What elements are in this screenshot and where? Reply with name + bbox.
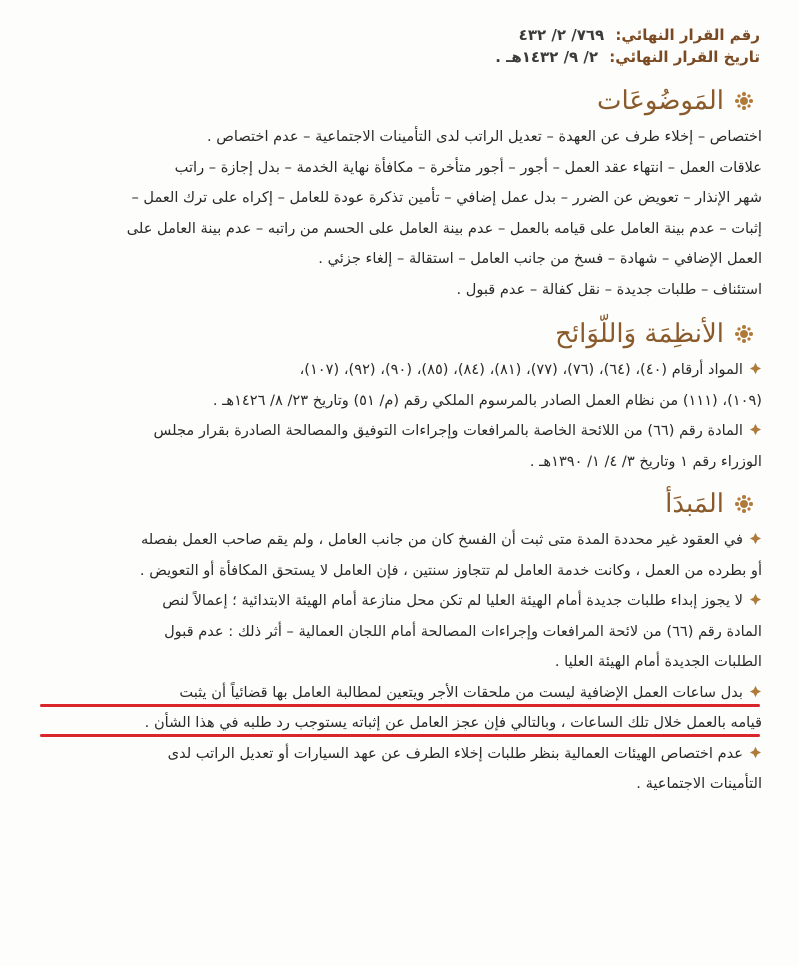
principle-item: [34, 586, 762, 678]
topic-line: العمل الإضافي – شهادة – فسخ من جانب العامل – استقالة – إلغاء جزئي .: [318, 250, 762, 267]
regulations-heading: [34, 317, 754, 351]
regulation-line: المادة رقم (٦٦) من اللائحة الخاصة بالمرافعات وإجراءات التوفيق والمصالحة الصادرة بقرار مجلس: [34, 416, 762, 447]
topics-list: [34, 122, 762, 305]
bullet-icon: [749, 746, 762, 759]
principle-item-highlighted: [34, 678, 762, 739]
bullet-icon: [749, 362, 762, 375]
regulation-line: الوزراء رقم ١ وتاريخ ٣/ ٤/ ١/ ١٣٩٠هـ .: [529, 452, 762, 470]
principle-line: أو بطرده من العمل ، وكانت خدمة العامل لم تتجاوز سنتين ، فإن العامل لا يستحق المكافأة أو التعويض .: [139, 561, 762, 579]
bullet-icon: [749, 423, 762, 436]
decision-date-label: تاريخ القرار النهائي:: [609, 48, 760, 66]
regulations-title: الأنظِمَة وَاللّوَائح: [555, 319, 724, 349]
principle-line: الطلبات الجديدة أمام الهيئة العليا .: [554, 653, 762, 670]
regulation-line: (١٠٩)، (١١١) من نظام العمل الصادر بالمرسوم الملكي رقم (م/ ٥١) وتاريخ ٢٣/ ٨/ ١٤٢٦هـ .: [212, 391, 762, 409]
principle-line: التأمينات الاجتماعية .: [636, 775, 762, 792]
topics-heading: [34, 84, 754, 118]
red-underline: [40, 704, 760, 707]
principle-line: عدم اختصاص الهيئات العمالية بنظر طلبات إخلاء الطرف عن عهد السيارات أو تعديل الراتب لدى: [34, 739, 762, 770]
topics-title: المَوضُوعَات: [596, 86, 724, 116]
principles-heading: [34, 487, 754, 521]
principle-line: لا يجوز إبداء طلبات جديدة أمام الهيئة العليا لم تكن محل منازعة أمام الهيئة الابتدائية ؛ إعمالاً لنص: [34, 586, 762, 617]
principle-item: [34, 525, 762, 586]
regulation-line: المواد أرقام (٤٠)، (٦٤)، (٧٦)، (٧٧)، (٨١)، (٨٤)، (٨٥)، (٩٠)، (٩٢)، (١٠٧)،: [34, 355, 762, 386]
topic-line: استئناف – طلبات جديدة – نقل كفالة – عدم قبول .: [456, 280, 762, 298]
principle-item: [34, 739, 762, 800]
principle-line: قيامه بالعمل خلال تلك الساعات ، وبالتالي فإن عجز العامل عن إثباته يستوجب رد طلبه في هذا الشأن .: [144, 714, 762, 731]
regulation-item: [34, 355, 762, 416]
decision-date-value: ٢/ ٩/ ١٤٣٢هـ .: [495, 48, 599, 66]
decision-number-value: ٧٦٩/ ٢/ ٤٣٢: [518, 26, 605, 44]
topic-line: اختصاص – إخلاء طرف عن العهدة – تعديل الراتب لدى التأمينات الاجتماعية – عدم اختصاص .: [207, 128, 762, 145]
ornament-icon: [734, 91, 754, 111]
topic-line: علاقات العمل – انتهاء عقد العمل – أجور – أجور متأخرة – مكافأة نهاية الخدمة – بدل إجازة – راتب: [174, 158, 762, 176]
bullet-icon: [749, 593, 762, 606]
decision-number: [34, 24, 760, 46]
topic-line: شهر الإنذار – تعويض عن الضرر – بدل عمل إضافي – تأمين تذكرة عودة للعامل – إكراه على ترك العمل –: [131, 189, 762, 206]
decision-date: [34, 46, 760, 68]
regulation-item: [34, 416, 762, 477]
red-underline: [40, 734, 760, 737]
ornament-icon: [734, 494, 754, 514]
bullet-icon: [749, 685, 762, 698]
principle-line: في العقود غير محددة المدة متى ثبت أن الفسخ كان من جانب العامل ، ولم يقم صاحب العمل بفصله: [34, 525, 762, 556]
bullet-icon: [749, 532, 762, 545]
topic-line: إثبات – عدم بينة العامل على قيامه بالعمل – عدم بينة العامل على الحسم من راتبه – عدم بينة العامل على: [126, 219, 762, 237]
principle-line: بدل ساعات العمل الإضافية ليست من ملحقات الأجر ويتعين لمطالبة العامل بها قضائياً أن يثبت: [34, 678, 762, 709]
decision-number-label: رقم القرار النهائي:: [615, 26, 760, 44]
principle-line: المادة رقم (٦٦) من لائحة المرافعات وإجراءات المصالحة أمام اللجان العمالية – أثر ذلك : عدم قبول: [164, 622, 762, 640]
principles-title: المَبدَأ: [665, 489, 724, 519]
ornament-icon: [734, 324, 754, 344]
